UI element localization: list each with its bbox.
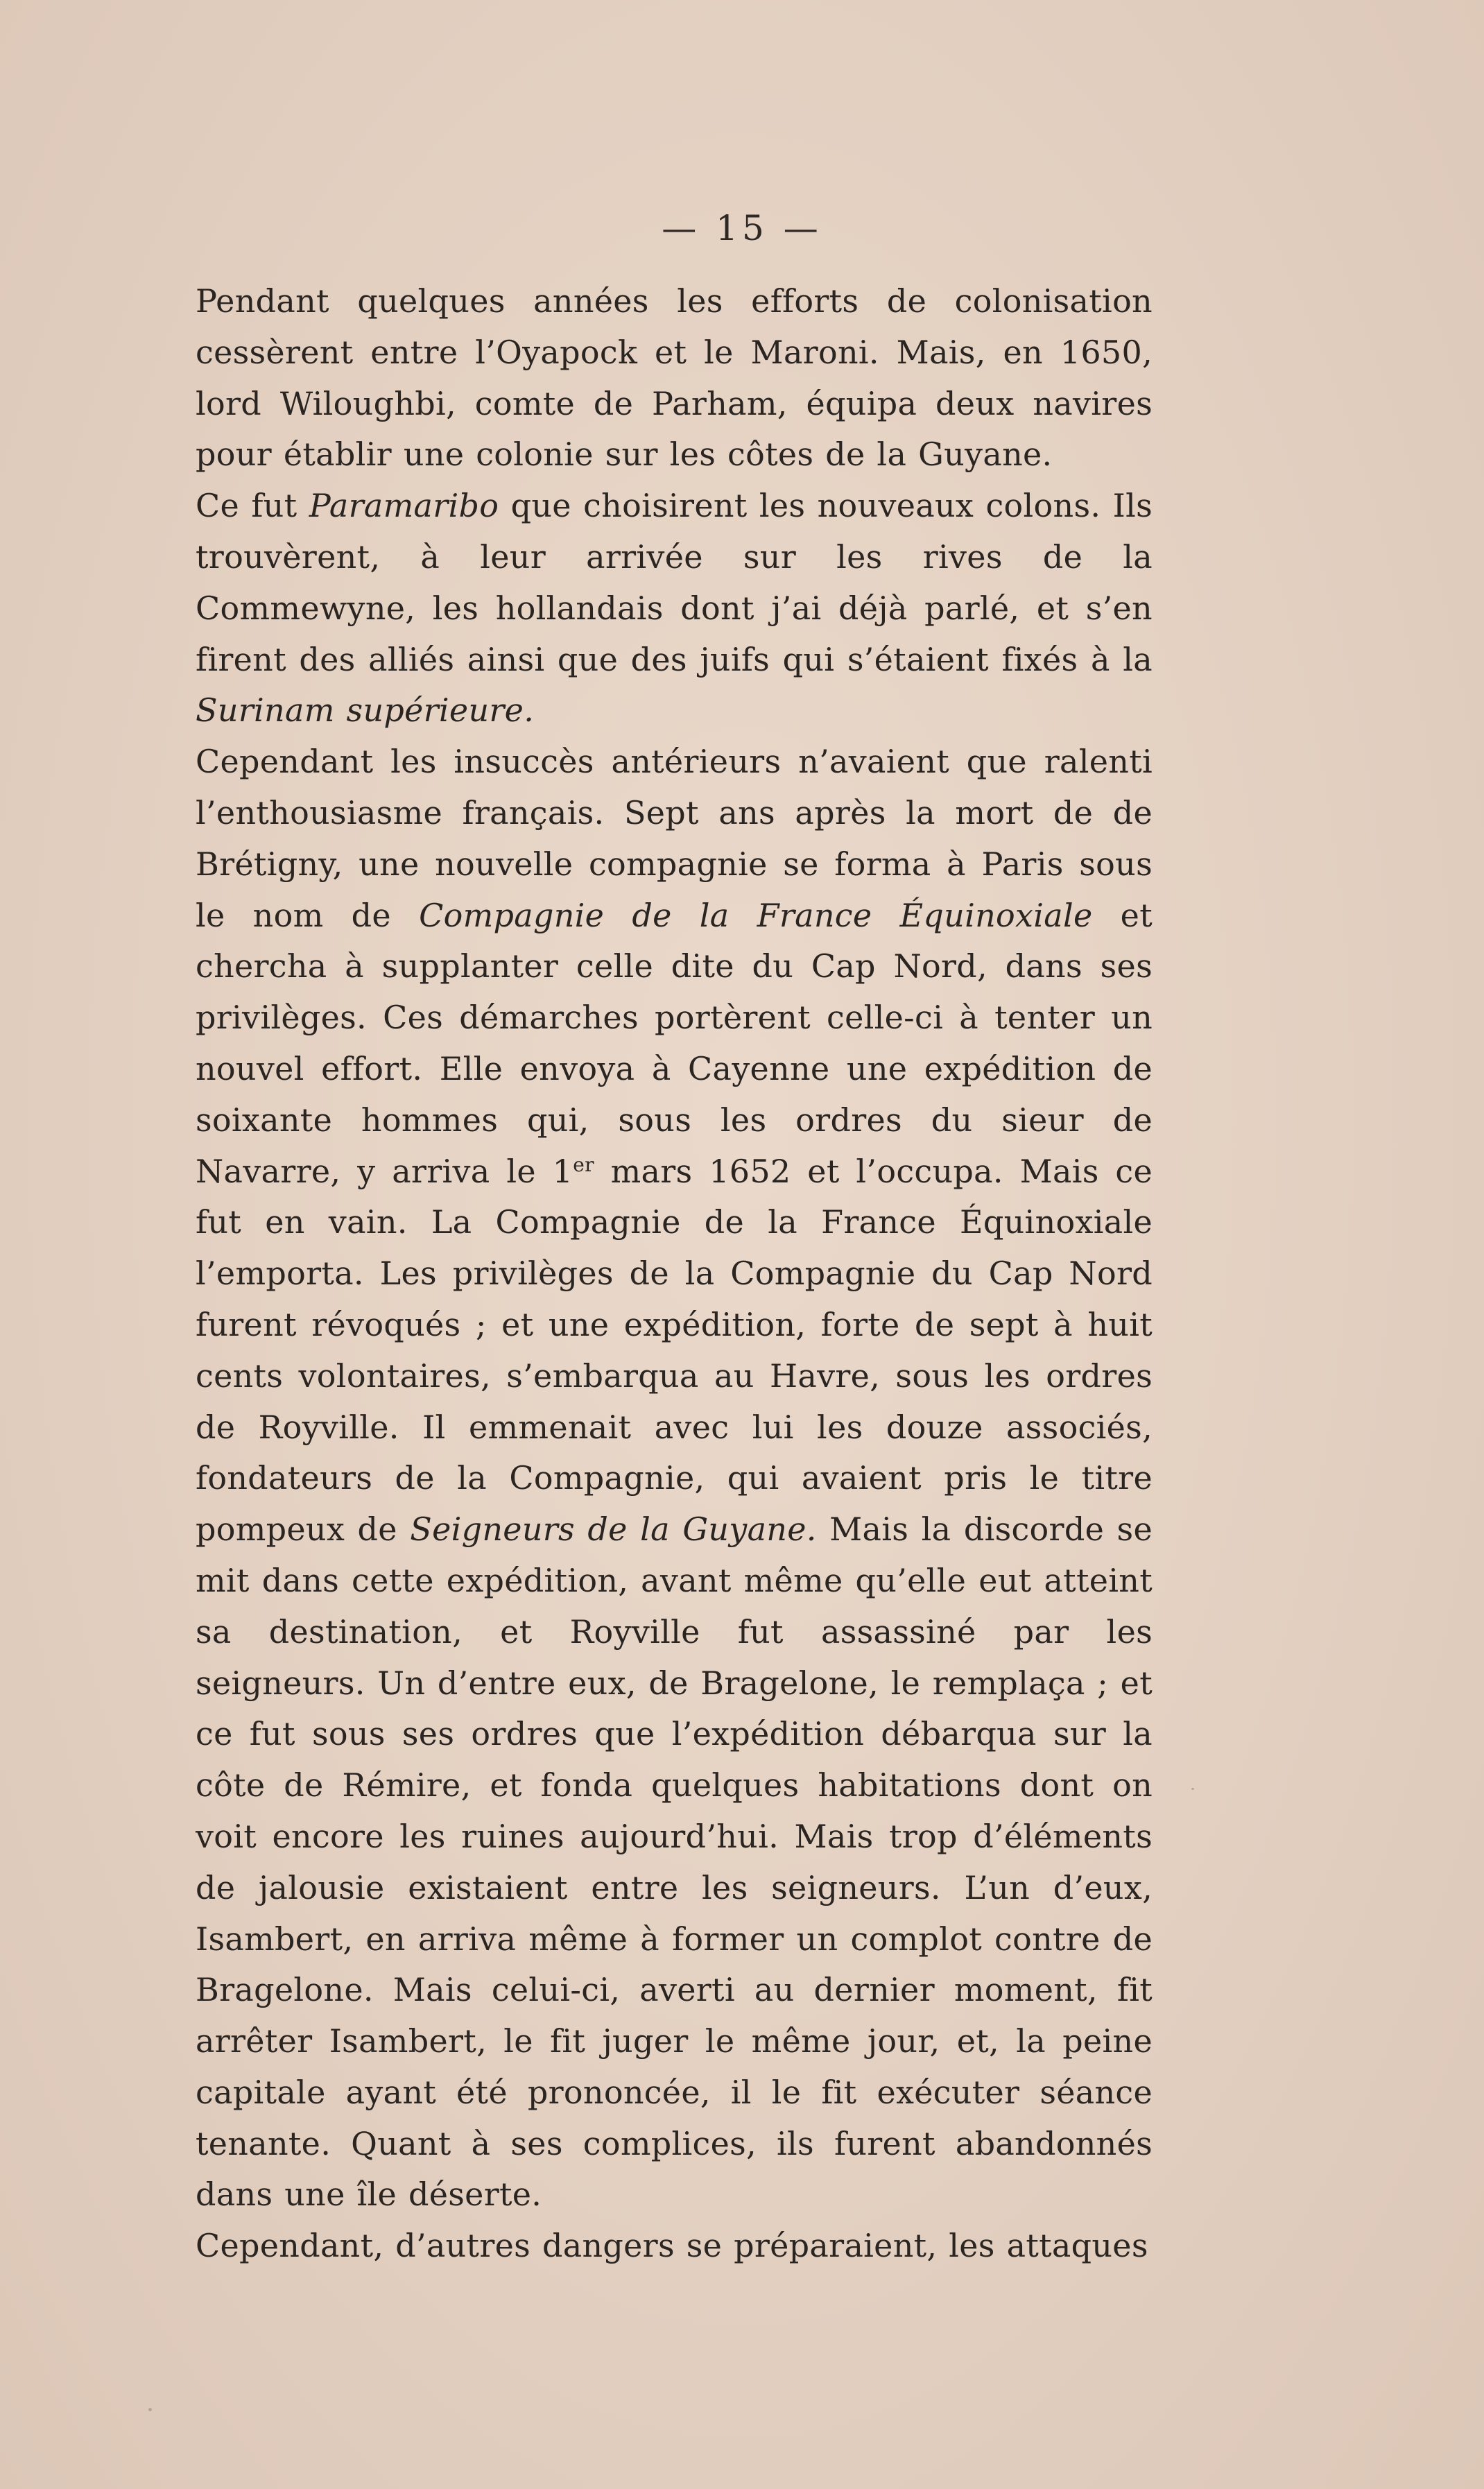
- superscript-ordinal: er: [573, 1153, 594, 1176]
- italic-place-name: Paramaribo: [309, 487, 499, 525]
- paragraph-1: [196, 276, 1153, 481]
- text-segment: Cependant les insuccès antérieurs n’avaient que ralenti l’enthousiasme français. Sept ans après la mort de de Brétigny, une nouvelle compagnie se forma à Paris sous le nom de: [196, 743, 1153, 934]
- text-segment: Cependant, d’autres dangers se préparaient, les attaques: [196, 2227, 1148, 2265]
- italic-place-name: Surinam supérieure.: [196, 691, 535, 730]
- page-number-header: — 15 —: [662, 208, 822, 248]
- italic-company-name: Compagnie de la France Équinoxiale: [419, 896, 1093, 934]
- text-segment: que choisirent les nouveaux colons. Ils trouvèrent, à leur arrivée sur les rives de la Commewyne, les hollandais dont j’ai déjà parlé, et s’en firent des alliés ainsi que des juifs qui s’étaient fixés à la: [196, 487, 1153, 678]
- italic-title: Seigneurs de la Guyane.: [410, 1510, 817, 1549]
- paragraph-4: [196, 2221, 1153, 2272]
- paper-speck: [1191, 1788, 1194, 1790]
- paper-speck: [148, 2408, 152, 2411]
- text-segment: mars 1652 et l’occupa. Mais ce fut en vain. La Compagnie de la France Équinoxiale l’emporta. Les privilèges de la Compagnie du Cap Nord furent révoqués ; et une expédition, forte de sept à huit cents volontaires, s’embarqua au Havre, sous les ordres de Royville. Il emmenait avec lui les douze associés, fondateurs de la Compagnie, qui avaient pris le titre pompeux de: [196, 1152, 1153, 1549]
- text-segment: et chercha à supplanter celle dite du Cap Nord, dans ses privilèges. Ces démarches portèrent celle-ci à tenter un nouvel effort. Elle envoya à Cayenne une expédition de soixante hommes qui, sous les ordres du sieur de Navarre, y arriva le 1: [196, 896, 1153, 1190]
- paragraph-2: [196, 481, 1153, 737]
- text-segment: Ce fut: [196, 487, 309, 525]
- text-segment: Mais la discorde se mit dans cette expédition, avant même qu’elle eut atteint sa destination, et Royville fut assassiné par les seigneurs. Un d’entre eux, de Bragelone, le remplaça ; et ce fut sous ses ordres que l’expédition débarqua sur la côte de Rémire, et fonda quelques habitations dont on voit encore les ruines aujourd’hui. Mais trop d’éléments de jalousie existaient entre les seigneurs. L’un d’eux, Isambert, en arriva même à former un complot contre de Bragelone. Mais celui-ci, averti au dernier moment, fit arrêter Isambert, le fit juger le même jour, et, la peine capitale ayant été prononcée, il le fit exécuter séance tenante. Quant à ses complices, ils furent abandonnés dans une île déserte.: [196, 1510, 1153, 2214]
- paragraph-3: [196, 737, 1153, 2221]
- text-segment: Pendant quelques années les efforts de colonisation cessèrent entre l’Oyapock et le Maroni. Mais, en 1650, lord Wiloughbi, comte de Parham, équipa deux navires pour établir une colonie sur les côtes de la Guyane.: [196, 282, 1153, 474]
- body-text: [196, 276, 1153, 2272]
